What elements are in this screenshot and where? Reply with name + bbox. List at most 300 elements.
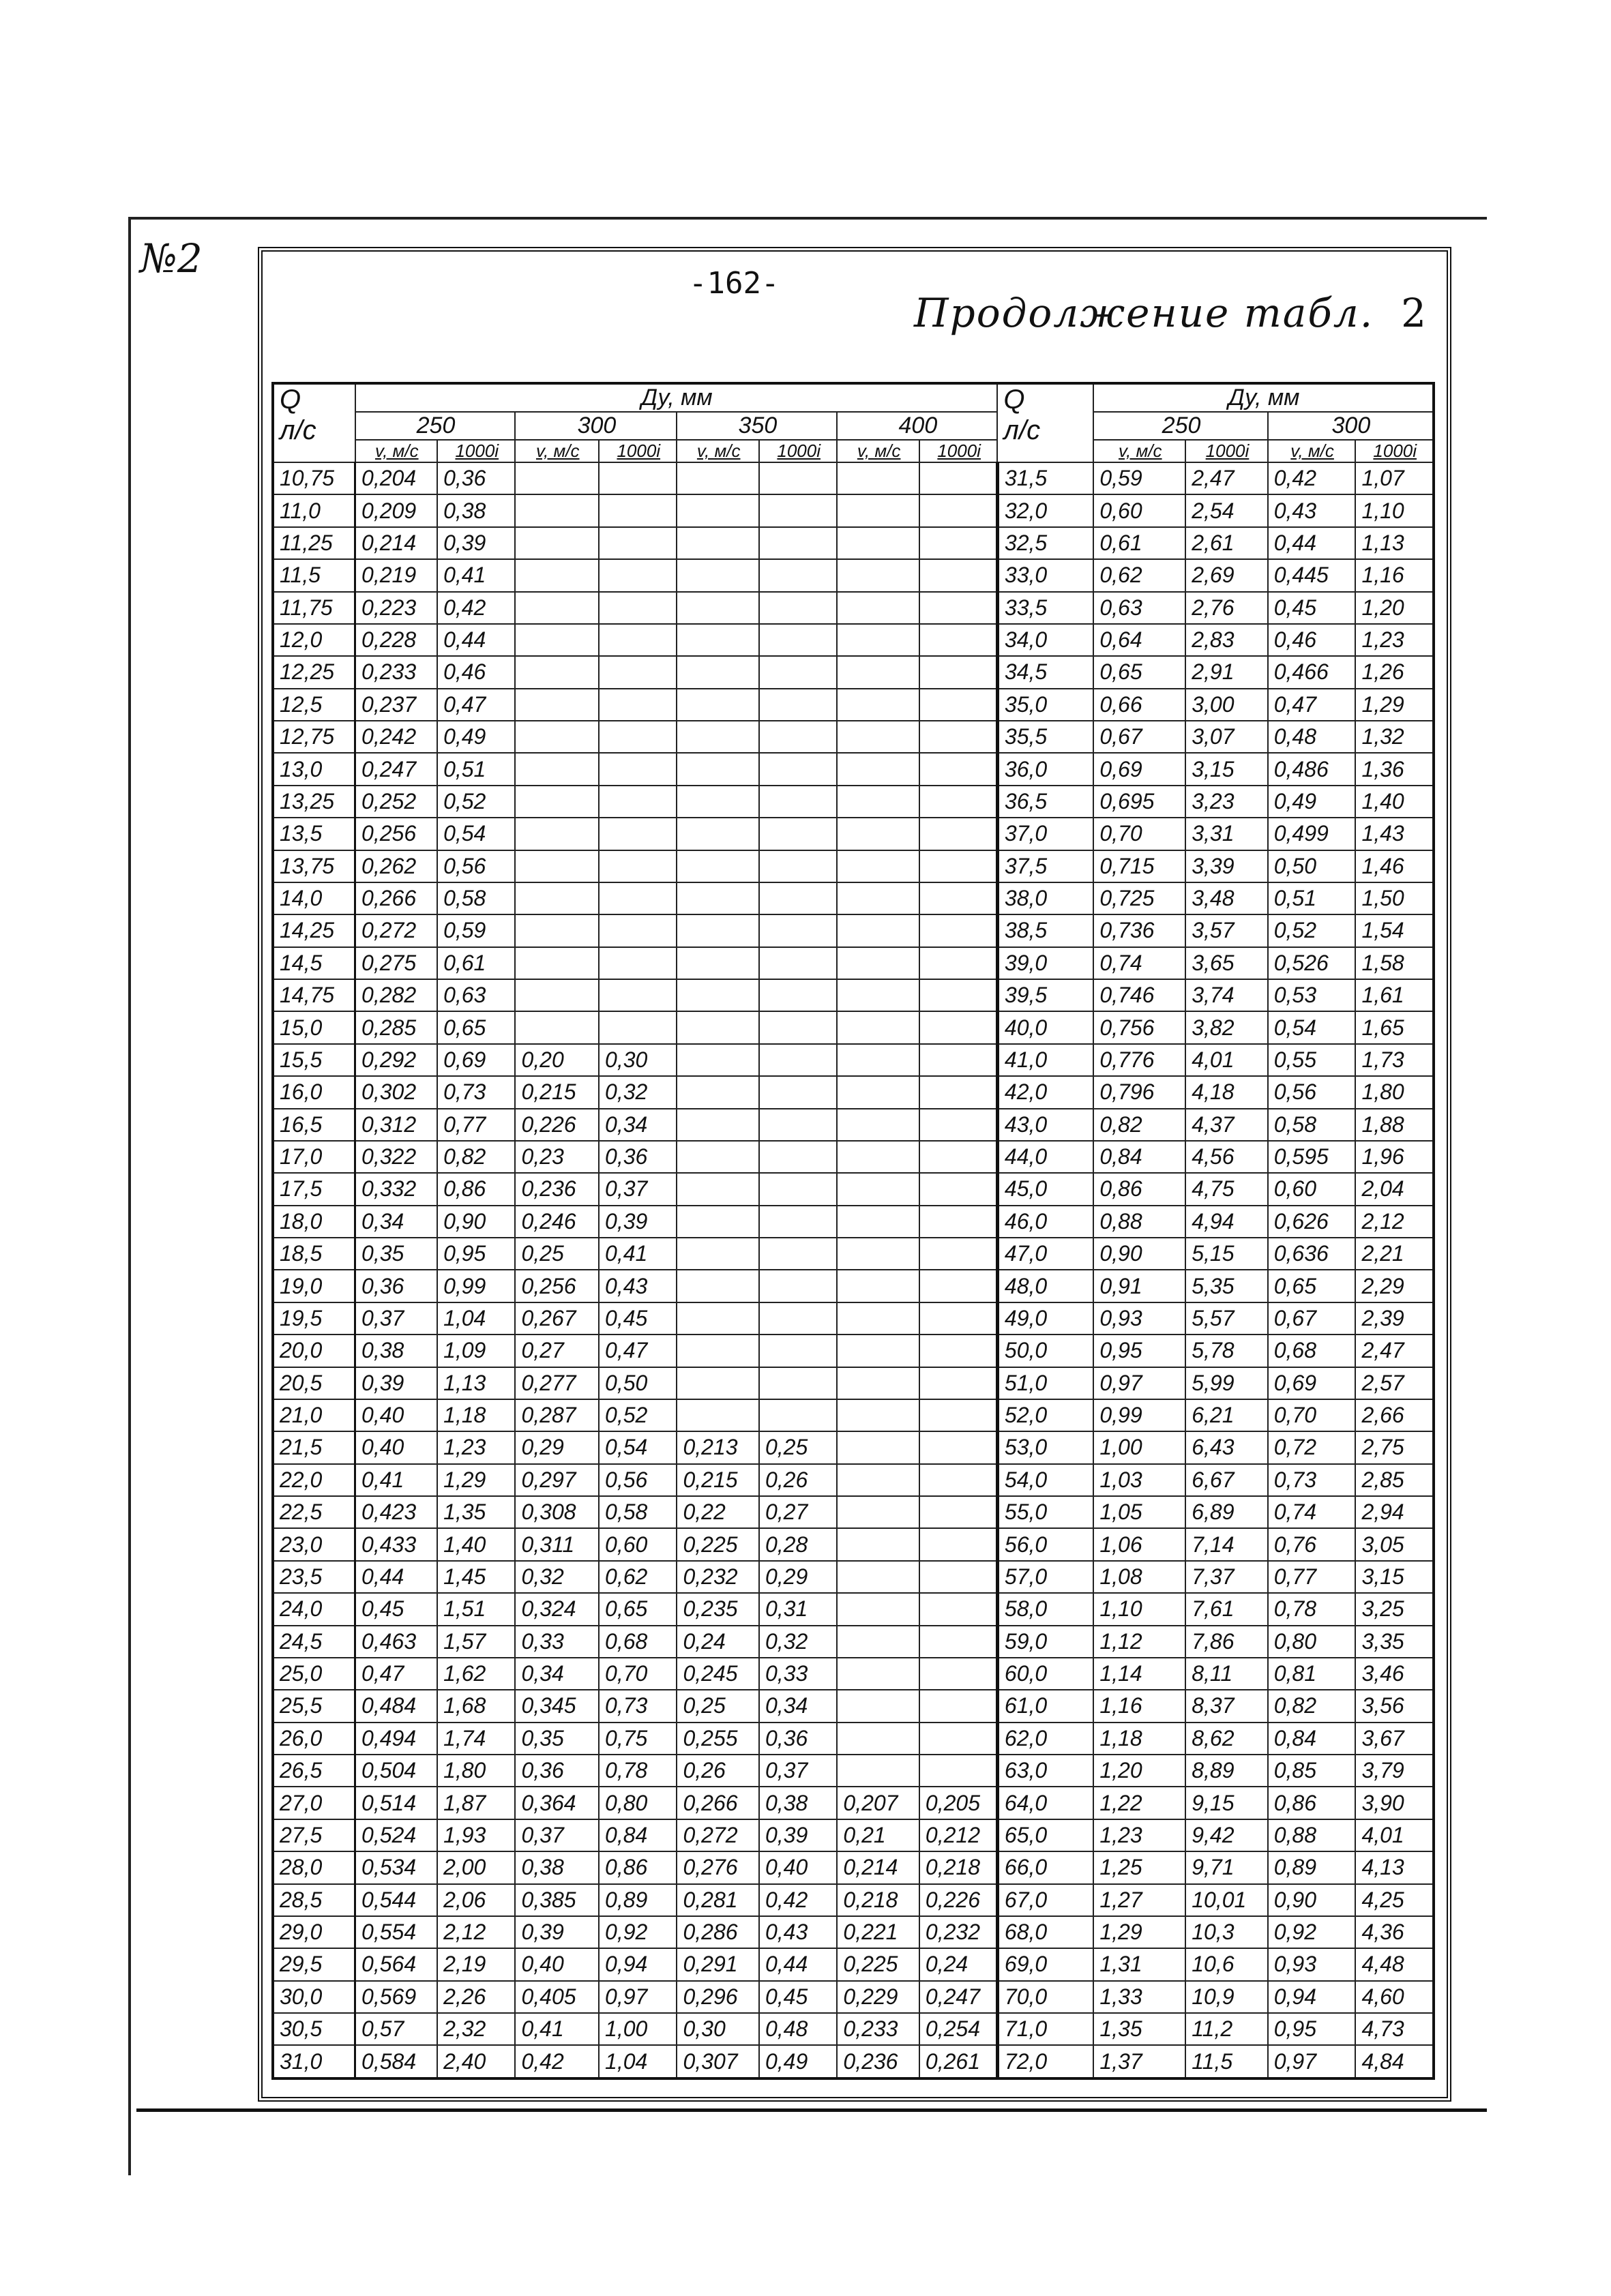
cell-i-300: 0,75 — [599, 1723, 677, 1755]
cell-v-400 — [837, 592, 919, 624]
cell-q: 20,0 — [273, 1335, 355, 1367]
cell-v-250: 0,39 — [355, 1367, 438, 1399]
table-header — [273, 383, 1434, 462]
cell-q: 27,5 — [273, 1819, 355, 1851]
cell-v-400 — [837, 1723, 919, 1755]
cell-i-350: 0,28 — [759, 1528, 837, 1560]
cell-v-300-right: 0,86 — [1268, 1787, 1356, 1819]
cell-v-250: 0,44 — [355, 1561, 438, 1593]
cell-q-right: 31,5 — [997, 462, 1093, 494]
cell-i-350: 0,36 — [759, 1723, 837, 1755]
cell-i-250: 0,65 — [437, 1011, 515, 1043]
cell-v-250: 0,584 — [355, 2045, 438, 2078]
cell-v-300: 0,267 — [515, 1302, 599, 1335]
table-row — [273, 1044, 1434, 1076]
cell-i-300-right: 4,25 — [1355, 1884, 1434, 1916]
cell-v-250-right: 0,63 — [1093, 592, 1185, 624]
cell-i-250: 0,82 — [437, 1141, 515, 1173]
cell-v-300 — [515, 850, 599, 882]
cell-q: 27,0 — [273, 1787, 355, 1819]
cell-v-350: 0,281 — [677, 1884, 759, 1916]
cell-i-250-right: 9,15 — [1185, 1787, 1268, 1819]
cell-i-300: 0,54 — [599, 1431, 677, 1463]
table-row — [273, 1464, 1434, 1496]
cell-v-300-right: 0,97 — [1268, 2045, 1356, 2078]
diameter-300: 300 — [515, 412, 677, 440]
cell-i-350 — [759, 1367, 837, 1399]
cell-i-250: 1,87 — [437, 1787, 515, 1819]
cell-v-250-right: 1,05 — [1093, 1496, 1185, 1528]
cell-i-250: 1,80 — [437, 1755, 515, 1787]
cell-i-350 — [759, 947, 837, 979]
cell-v-300-right: 0,636 — [1268, 1238, 1356, 1270]
cell-i-250: 2,26 — [437, 1981, 515, 2013]
cell-v-400: 0,233 — [837, 2013, 919, 2045]
cell-v-250: 0,242 — [355, 721, 438, 753]
cell-i-250: 0,47 — [437, 689, 515, 721]
cell-v-350: 0,215 — [677, 1464, 759, 1496]
cell-q-right: 36,0 — [997, 753, 1093, 785]
cell-i-300-right: 1,36 — [1355, 753, 1434, 785]
cell-i-300-right: 4,48 — [1355, 1948, 1434, 1980]
cell-v-250: 0,47 — [355, 1658, 438, 1690]
cell-v-250: 0,38 — [355, 1335, 438, 1367]
cell-v-250-right: 0,756 — [1093, 1011, 1185, 1043]
cell-i-250-right: 3,00 — [1185, 689, 1268, 721]
cell-q-right: 65,0 — [997, 1819, 1093, 1851]
cell-v-350 — [677, 818, 759, 850]
cell-i-250-right: 3,07 — [1185, 721, 1268, 753]
cell-q: 19,0 — [273, 1270, 355, 1302]
cell-i-300-right: 1,20 — [1355, 592, 1434, 624]
diameter-250-right: 250 — [1093, 412, 1267, 440]
cell-q: 12,75 — [273, 721, 355, 753]
cell-i-250-right: 10,6 — [1185, 1948, 1268, 1980]
cell-i-400: 0,218 — [919, 1851, 997, 1883]
cell-i-300: 0,68 — [599, 1626, 677, 1658]
cell-i-350: 0,39 — [759, 1819, 837, 1851]
cell-i-400: 0,247 — [919, 1981, 997, 2013]
diameter-350: 350 — [677, 412, 837, 440]
q-label: Q — [280, 385, 301, 415]
cell-i-400 — [919, 1593, 997, 1625]
cell-v-300: 0,42 — [515, 2045, 599, 2078]
cell-i-300: 0,86 — [599, 1851, 677, 1883]
cell-i-300 — [599, 882, 677, 914]
cell-q: 12,25 — [273, 656, 355, 688]
cell-v-250-right: 0,91 — [1093, 1270, 1185, 1302]
cell-v-250: 0,209 — [355, 494, 438, 526]
table-row — [273, 1431, 1434, 1463]
cell-i-250-right: 3,57 — [1185, 914, 1268, 946]
hydraulic-table — [271, 382, 1435, 2080]
cell-i-300: 0,70 — [599, 1658, 677, 1690]
cell-i-400 — [919, 1011, 997, 1043]
cell-q: 17,0 — [273, 1141, 355, 1173]
cell-i-400: 0,254 — [919, 2013, 997, 2045]
cell-i-350 — [759, 979, 837, 1011]
cell-i-250-right: 4,01 — [1185, 1044, 1268, 1076]
cell-v-400: 0,229 — [837, 1981, 919, 2013]
cell-i-300-right: 2,75 — [1355, 1431, 1434, 1463]
cell-q-right: 50,0 — [997, 1335, 1093, 1367]
cell-i-350 — [759, 1141, 837, 1173]
cell-v-250: 0,275 — [355, 947, 438, 979]
cell-v-300: 0,33 — [515, 1626, 599, 1658]
cell-i-300-right: 4,84 — [1355, 2045, 1434, 2078]
cell-v-300-right: 0,52 — [1268, 914, 1356, 946]
cell-q: 19,5 — [273, 1302, 355, 1335]
cell-v-300: 0,41 — [515, 2013, 599, 2045]
cell-i-300: 0,58 — [599, 1496, 677, 1528]
cell-v-350 — [677, 559, 759, 591]
cell-q-right: 39,0 — [997, 947, 1093, 979]
cell-i-250: 1,57 — [437, 1626, 515, 1658]
cell-v-300-right: 0,80 — [1268, 1626, 1356, 1658]
table-row — [273, 1755, 1434, 1787]
cell-v-350 — [677, 1044, 759, 1076]
cell-q-right: 44,0 — [997, 1141, 1093, 1173]
velocity-header: v, м/с — [1268, 440, 1356, 462]
cell-i-300-right: 1,13 — [1355, 527, 1434, 559]
cell-v-300: 0,345 — [515, 1690, 599, 1722]
cell-v-300-right: 0,445 — [1268, 559, 1356, 591]
cell-i-250-right: 3,48 — [1185, 882, 1268, 914]
cell-i-300-right: 2,04 — [1355, 1173, 1434, 1205]
cell-i-250: 2,00 — [437, 1851, 515, 1883]
cell-v-350 — [677, 1335, 759, 1367]
cell-q-right: 59,0 — [997, 1626, 1093, 1658]
cell-v-250-right: 0,60 — [1093, 494, 1185, 526]
cell-v-250-right: 0,70 — [1093, 818, 1185, 850]
headloss-header: 1000i — [1185, 440, 1268, 462]
cell-i-250: 1,40 — [437, 1528, 515, 1560]
cell-v-300-right: 0,46 — [1268, 624, 1356, 656]
cell-v-350 — [677, 850, 759, 882]
cell-i-350 — [759, 786, 837, 818]
cell-i-250-right: 2,76 — [1185, 592, 1268, 624]
cell-v-300 — [515, 592, 599, 624]
cell-i-250: 1,74 — [437, 1723, 515, 1755]
cell-q: 14,75 — [273, 979, 355, 1011]
cell-i-300 — [599, 947, 677, 979]
cell-v-400 — [837, 1173, 919, 1205]
cell-v-300 — [515, 721, 599, 753]
cell-i-300: 1,00 — [599, 2013, 677, 2045]
cell-i-300 — [599, 979, 677, 1011]
cell-i-300-right: 2,39 — [1355, 1302, 1434, 1335]
cell-i-400 — [919, 1755, 997, 1787]
cell-i-250-right: 7,14 — [1185, 1528, 1268, 1560]
cell-i-350 — [759, 914, 837, 946]
cell-q-right: 37,0 — [997, 818, 1093, 850]
cell-i-250-right: 11,5 — [1185, 2045, 1268, 2078]
cell-v-400 — [837, 1238, 919, 1270]
cell-i-350 — [759, 721, 837, 753]
cell-i-250: 0,73 — [437, 1076, 515, 1108]
table-body — [273, 462, 1434, 2078]
cell-i-400: 0,205 — [919, 1787, 997, 1819]
cell-q: 13,5 — [273, 818, 355, 850]
cell-i-300 — [599, 914, 677, 946]
cell-v-300: 0,311 — [515, 1528, 599, 1560]
cell-q: 11,25 — [273, 527, 355, 559]
table-caption — [914, 290, 1428, 336]
cell-i-400 — [919, 1626, 997, 1658]
table-row — [273, 947, 1434, 979]
cell-v-400 — [837, 753, 919, 785]
cell-v-300-right: 0,626 — [1268, 1206, 1356, 1238]
cell-i-300: 0,62 — [599, 1561, 677, 1593]
cell-q: 31,0 — [273, 2045, 355, 2078]
cell-i-350 — [759, 1302, 837, 1335]
table-row — [273, 2013, 1434, 2045]
cell-i-350 — [759, 1044, 837, 1076]
cell-v-250-right: 0,746 — [1093, 979, 1185, 1011]
cell-i-400 — [919, 1173, 997, 1205]
cell-i-300-right: 1,46 — [1355, 850, 1434, 882]
cell-v-400 — [837, 1755, 919, 1787]
cell-q: 16,0 — [273, 1076, 355, 1108]
cell-v-300-right: 0,95 — [1268, 2013, 1356, 2045]
cell-i-300-right: 4,60 — [1355, 1981, 1434, 2013]
cell-i-300: 0,43 — [599, 1270, 677, 1302]
cell-q-right: 46,0 — [997, 1206, 1093, 1238]
cell-v-350 — [677, 494, 759, 526]
cell-v-350: 0,225 — [677, 1528, 759, 1560]
cell-v-250-right: 0,715 — [1093, 850, 1185, 882]
cell-v-300-right: 0,78 — [1268, 1593, 1356, 1625]
cell-q-right: 68,0 — [997, 1916, 1093, 1948]
cell-v-350 — [677, 592, 759, 624]
cell-q: 15,5 — [273, 1044, 355, 1076]
cell-i-300-right: 1,73 — [1355, 1044, 1434, 1076]
cell-i-350 — [759, 1011, 837, 1043]
cell-v-400 — [837, 1076, 919, 1108]
cell-i-300-right: 2,47 — [1355, 1335, 1434, 1367]
cell-i-250: 1,35 — [437, 1496, 515, 1528]
cell-q-right: 37,5 — [997, 850, 1093, 882]
cell-i-250-right: 3,74 — [1185, 979, 1268, 1011]
cell-i-300-right: 4,13 — [1355, 1851, 1434, 1883]
cell-v-300 — [515, 559, 599, 591]
cell-v-350: 0,276 — [677, 1851, 759, 1883]
cell-i-250: 2,06 — [437, 1884, 515, 1916]
cell-i-350: 0,32 — [759, 1626, 837, 1658]
cell-v-300: 0,20 — [515, 1044, 599, 1076]
cell-q: 18,0 — [273, 1206, 355, 1238]
cell-q: 25,0 — [273, 1658, 355, 1690]
cell-q: 16,5 — [273, 1109, 355, 1141]
corner-mark: №2 — [140, 235, 203, 282]
cell-q: 28,0 — [273, 1851, 355, 1883]
cell-v-300-right: 0,85 — [1268, 1755, 1356, 1787]
headloss-header: 1000i — [437, 440, 515, 462]
cell-v-250: 0,252 — [355, 786, 438, 818]
cell-v-400 — [837, 1593, 919, 1625]
cell-v-300: 0,23 — [515, 1141, 599, 1173]
cell-v-300-right: 0,60 — [1268, 1173, 1356, 1205]
caption-number: 2 — [1401, 290, 1428, 336]
cell-i-250-right: 2,83 — [1185, 624, 1268, 656]
table-row — [273, 914, 1434, 946]
cell-v-350: 0,26 — [677, 1755, 759, 1787]
cell-i-250-right: 3,23 — [1185, 786, 1268, 818]
cell-v-300: 0,29 — [515, 1431, 599, 1463]
cell-i-350: 0,49 — [759, 2045, 837, 2078]
cell-i-400 — [919, 1399, 997, 1431]
cell-v-250: 0,494 — [355, 1723, 438, 1755]
cell-v-300-right: 0,54 — [1268, 1011, 1356, 1043]
cell-v-300: 0,236 — [515, 1173, 599, 1205]
cell-i-300-right: 1,40 — [1355, 786, 1434, 818]
cell-q-right: 32,0 — [997, 494, 1093, 526]
cell-v-250: 0,41 — [355, 1464, 438, 1496]
cell-q: 13,75 — [273, 850, 355, 882]
cell-v-300-right: 0,70 — [1268, 1399, 1356, 1431]
cell-i-400 — [919, 1528, 997, 1560]
table-row — [273, 656, 1434, 688]
cell-v-400 — [837, 1561, 919, 1593]
cell-v-250-right: 0,88 — [1093, 1206, 1185, 1238]
cell-v-300-right: 0,68 — [1268, 1335, 1356, 1367]
cell-v-250: 0,524 — [355, 1819, 438, 1851]
cell-i-250-right: 2,91 — [1185, 656, 1268, 688]
cell-v-400 — [837, 1399, 919, 1431]
cell-v-300-right: 0,90 — [1268, 1884, 1356, 1916]
cell-q-right: 34,5 — [997, 656, 1093, 688]
cell-q-right: 38,5 — [997, 914, 1093, 946]
cell-q-right: 49,0 — [997, 1302, 1093, 1335]
cell-q: 22,5 — [273, 1496, 355, 1528]
cell-v-350 — [677, 1173, 759, 1205]
cell-i-250: 0,52 — [437, 786, 515, 818]
cell-i-300 — [599, 1011, 677, 1043]
table-row — [273, 1819, 1434, 1851]
cell-i-250: 0,99 — [437, 1270, 515, 1302]
cell-v-250-right: 1,33 — [1093, 1981, 1185, 2013]
cell-v-300-right: 0,42 — [1268, 462, 1356, 494]
cell-v-400 — [837, 1658, 919, 1690]
cell-i-350 — [759, 1173, 837, 1205]
cell-i-400 — [919, 592, 997, 624]
table-row — [273, 1626, 1434, 1658]
table-row — [273, 1076, 1434, 1108]
cell-q-right: 62,0 — [997, 1723, 1093, 1755]
cell-v-300-right: 0,69 — [1268, 1367, 1356, 1399]
cell-q-right: 48,0 — [997, 1270, 1093, 1302]
cell-v-350 — [677, 882, 759, 914]
cell-i-250: 0,46 — [437, 656, 515, 688]
cell-i-250-right: 5,99 — [1185, 1367, 1268, 1399]
cell-v-300 — [515, 947, 599, 979]
cell-q-right: 34,0 — [997, 624, 1093, 656]
cell-i-400 — [919, 1431, 997, 1463]
cell-v-250-right: 0,97 — [1093, 1367, 1185, 1399]
cell-v-350: 0,235 — [677, 1593, 759, 1625]
cell-i-250-right: 6,67 — [1185, 1464, 1268, 1496]
cell-i-400 — [919, 559, 997, 591]
cell-i-350: 0,43 — [759, 1916, 837, 1948]
cell-i-300-right: 1,32 — [1355, 721, 1434, 753]
cell-v-250-right: 0,90 — [1093, 1238, 1185, 1270]
cell-i-300 — [599, 656, 677, 688]
cell-v-300 — [515, 882, 599, 914]
table-row — [273, 1173, 1434, 1205]
cell-v-400 — [837, 689, 919, 721]
cell-q: 14,0 — [273, 882, 355, 914]
cell-v-350: 0,286 — [677, 1916, 759, 1948]
cell-v-250: 0,35 — [355, 1238, 438, 1270]
cell-q: 23,5 — [273, 1561, 355, 1593]
cell-v-250-right: 1,27 — [1093, 1884, 1185, 1916]
cell-v-350 — [677, 947, 759, 979]
cell-i-350 — [759, 559, 837, 591]
cell-v-250-right: 0,95 — [1093, 1335, 1185, 1367]
cell-q: 26,0 — [273, 1723, 355, 1755]
cell-i-400 — [919, 753, 997, 785]
cell-v-250: 0,514 — [355, 1787, 438, 1819]
table-row — [273, 850, 1434, 882]
cell-i-250: 0,77 — [437, 1109, 515, 1141]
cell-v-350 — [677, 1399, 759, 1431]
outer-border-top — [128, 217, 1487, 220]
cell-i-300: 0,84 — [599, 1819, 677, 1851]
cell-v-250-right: 1,29 — [1093, 1916, 1185, 1948]
cell-i-300: 0,30 — [599, 1044, 677, 1076]
cell-q-right: 51,0 — [997, 1367, 1093, 1399]
cell-v-250: 0,554 — [355, 1916, 438, 1948]
cell-v-250: 0,433 — [355, 1528, 438, 1560]
headloss-header: 1000i — [759, 440, 837, 462]
cell-i-400 — [919, 1270, 997, 1302]
cell-v-300: 0,36 — [515, 1755, 599, 1787]
cell-q: 30,5 — [273, 2013, 355, 2045]
cell-i-300 — [599, 753, 677, 785]
cell-v-400 — [837, 1431, 919, 1463]
cell-v-250: 0,204 — [355, 462, 438, 494]
cell-v-300 — [515, 689, 599, 721]
diameter-250: 250 — [355, 412, 516, 440]
cell-i-300-right: 1,29 — [1355, 689, 1434, 721]
cell-v-350: 0,245 — [677, 1658, 759, 1690]
cell-v-300 — [515, 979, 599, 1011]
cell-v-300: 0,215 — [515, 1076, 599, 1108]
cell-i-300: 0,34 — [599, 1109, 677, 1141]
cell-i-300 — [599, 559, 677, 591]
cell-v-350: 0,296 — [677, 1981, 759, 2013]
cell-v-400 — [837, 979, 919, 1011]
cell-v-300-right: 0,44 — [1268, 527, 1356, 559]
cell-q-right: 71,0 — [997, 2013, 1093, 2045]
table-row — [273, 1787, 1434, 1819]
cell-i-350 — [759, 1399, 837, 1431]
cell-v-250-right: 1,35 — [1093, 2013, 1185, 2045]
cell-i-300-right: 1,54 — [1355, 914, 1434, 946]
cell-v-250: 0,256 — [355, 818, 438, 850]
cell-i-400 — [919, 1076, 997, 1108]
cell-v-400 — [837, 1528, 919, 1560]
cell-v-400 — [837, 1464, 919, 1496]
table-row — [273, 786, 1434, 818]
cell-v-300: 0,25 — [515, 1238, 599, 1270]
cell-q: 30,0 — [273, 1981, 355, 2013]
cell-i-300: 1,04 — [599, 2045, 677, 2078]
cell-i-400 — [919, 1206, 997, 1238]
cell-i-300-right: 3,46 — [1355, 1658, 1434, 1690]
cell-v-350 — [677, 1011, 759, 1043]
cell-v-250-right: 1,25 — [1093, 1851, 1185, 1883]
